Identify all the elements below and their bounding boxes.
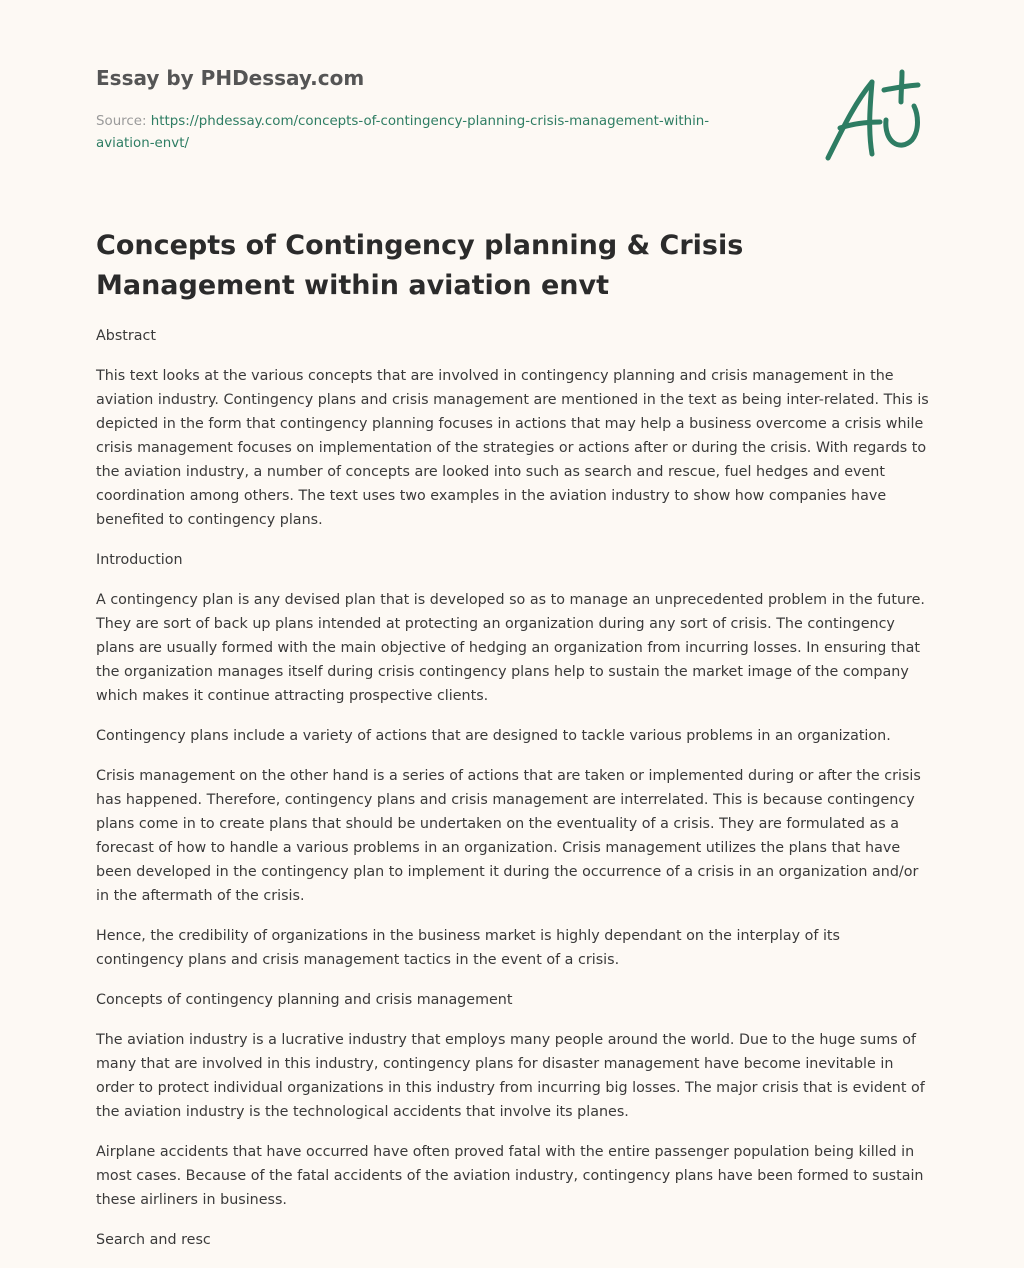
paragraph: Contingency plans include a variety of actions that are designed to tackle various problems in an organization. — [96, 728, 891, 744]
document-page — [96, 0, 930, 1248]
paragraph: This text looks at the various concepts that are involved in contingency planning and crisis management in the aviation industry. Contingency plans and crisis management are mentioned in the text as being inter-related. This is depicted in the form that contingency planning focuses in actions that may help a business overcome a crisis while crisis management focuses on implementation of the strategies or actions after or during the crisis. With regards to the aviation industry, a number of concepts are looked into such as search and rescue, fuel hedges and event coordination among others. The text uses two examples in the aviation industry to show how companies have benefited to contingency plans. — [96, 368, 929, 528]
essay-body — [96, 324, 930, 1268]
source-label: Source: — [96, 114, 147, 129]
source-line — [96, 111, 756, 155]
paragraph: A contingency plan is any devised plan that is developed so as to manage an unprecedented problem in the future. They are sort of back up plans intended at protecting an organization during any sort of crisis. The contingency plans are usually formed with the main objective of hedging an organization from incurring losses. In ensuring that the organization manages itself during crisis contingency plans help to sustain the market image of the company which makes it continue attracting prospective clients. — [96, 592, 925, 704]
a-plus-logo-icon — [822, 68, 926, 164]
brand-title: Essay by PHDessay.com — [96, 66, 365, 90]
section-heading-introduction: Introduction — [96, 552, 183, 568]
essay-title: Concepts of Contingency planning & Crisis Management within aviation envt — [96, 230, 744, 301]
paragraph: The aviation industry is a lucrative industry that employs many people around the world. Due to the huge sums of many that are involved in this industry, contingency plans for disaster management have become inevitable in order to protect individual organizations in this industry from incurring big losses. The major crisis that is evident of the aviation industry is the technological accidents that involve its planes. — [96, 1032, 925, 1120]
section-heading-concepts: Concepts of contingency planning and crisis management — [96, 992, 513, 1008]
paragraph: Crisis management on the other hand is a series of actions that are taken or implemented during or after the crisis has happened. Therefore, contingency plans and crisis management are interrelated. This is because contingency plans come in to create plans that should be undertaken on the eventuality of a crisis. They are formulated as a forecast of how to handle a various problems in an organization. Crisis management utilizes the plans that have been developed in the contingency plan to implement it during the occurrence of a crisis in an organization and/or in the aftermath of the crisis. — [96, 768, 921, 904]
page-header — [96, 0, 930, 180]
paragraph: Airplane accidents that have occurred have often proved fatal with the entire passenger population being killed in most cases. Because of the fatal accidents of the aviation industry, contingency plans have been formed to sustain these airliners in business. — [96, 1144, 924, 1208]
source-link[interactable]: https://phdessay.com/concepts-of-contingency-planning-crisis-management-within-aviation-envt/ — [96, 114, 710, 151]
section-heading-abstract: Abstract — [96, 328, 157, 344]
paragraph: Hence, the credibility of organizations in the business market is highly dependant on the interplay of its contingency plans and crisis management tactics in the event of a crisis. — [96, 928, 840, 968]
section-heading-search-and-rescue: Search and resc — [96, 1232, 211, 1248]
